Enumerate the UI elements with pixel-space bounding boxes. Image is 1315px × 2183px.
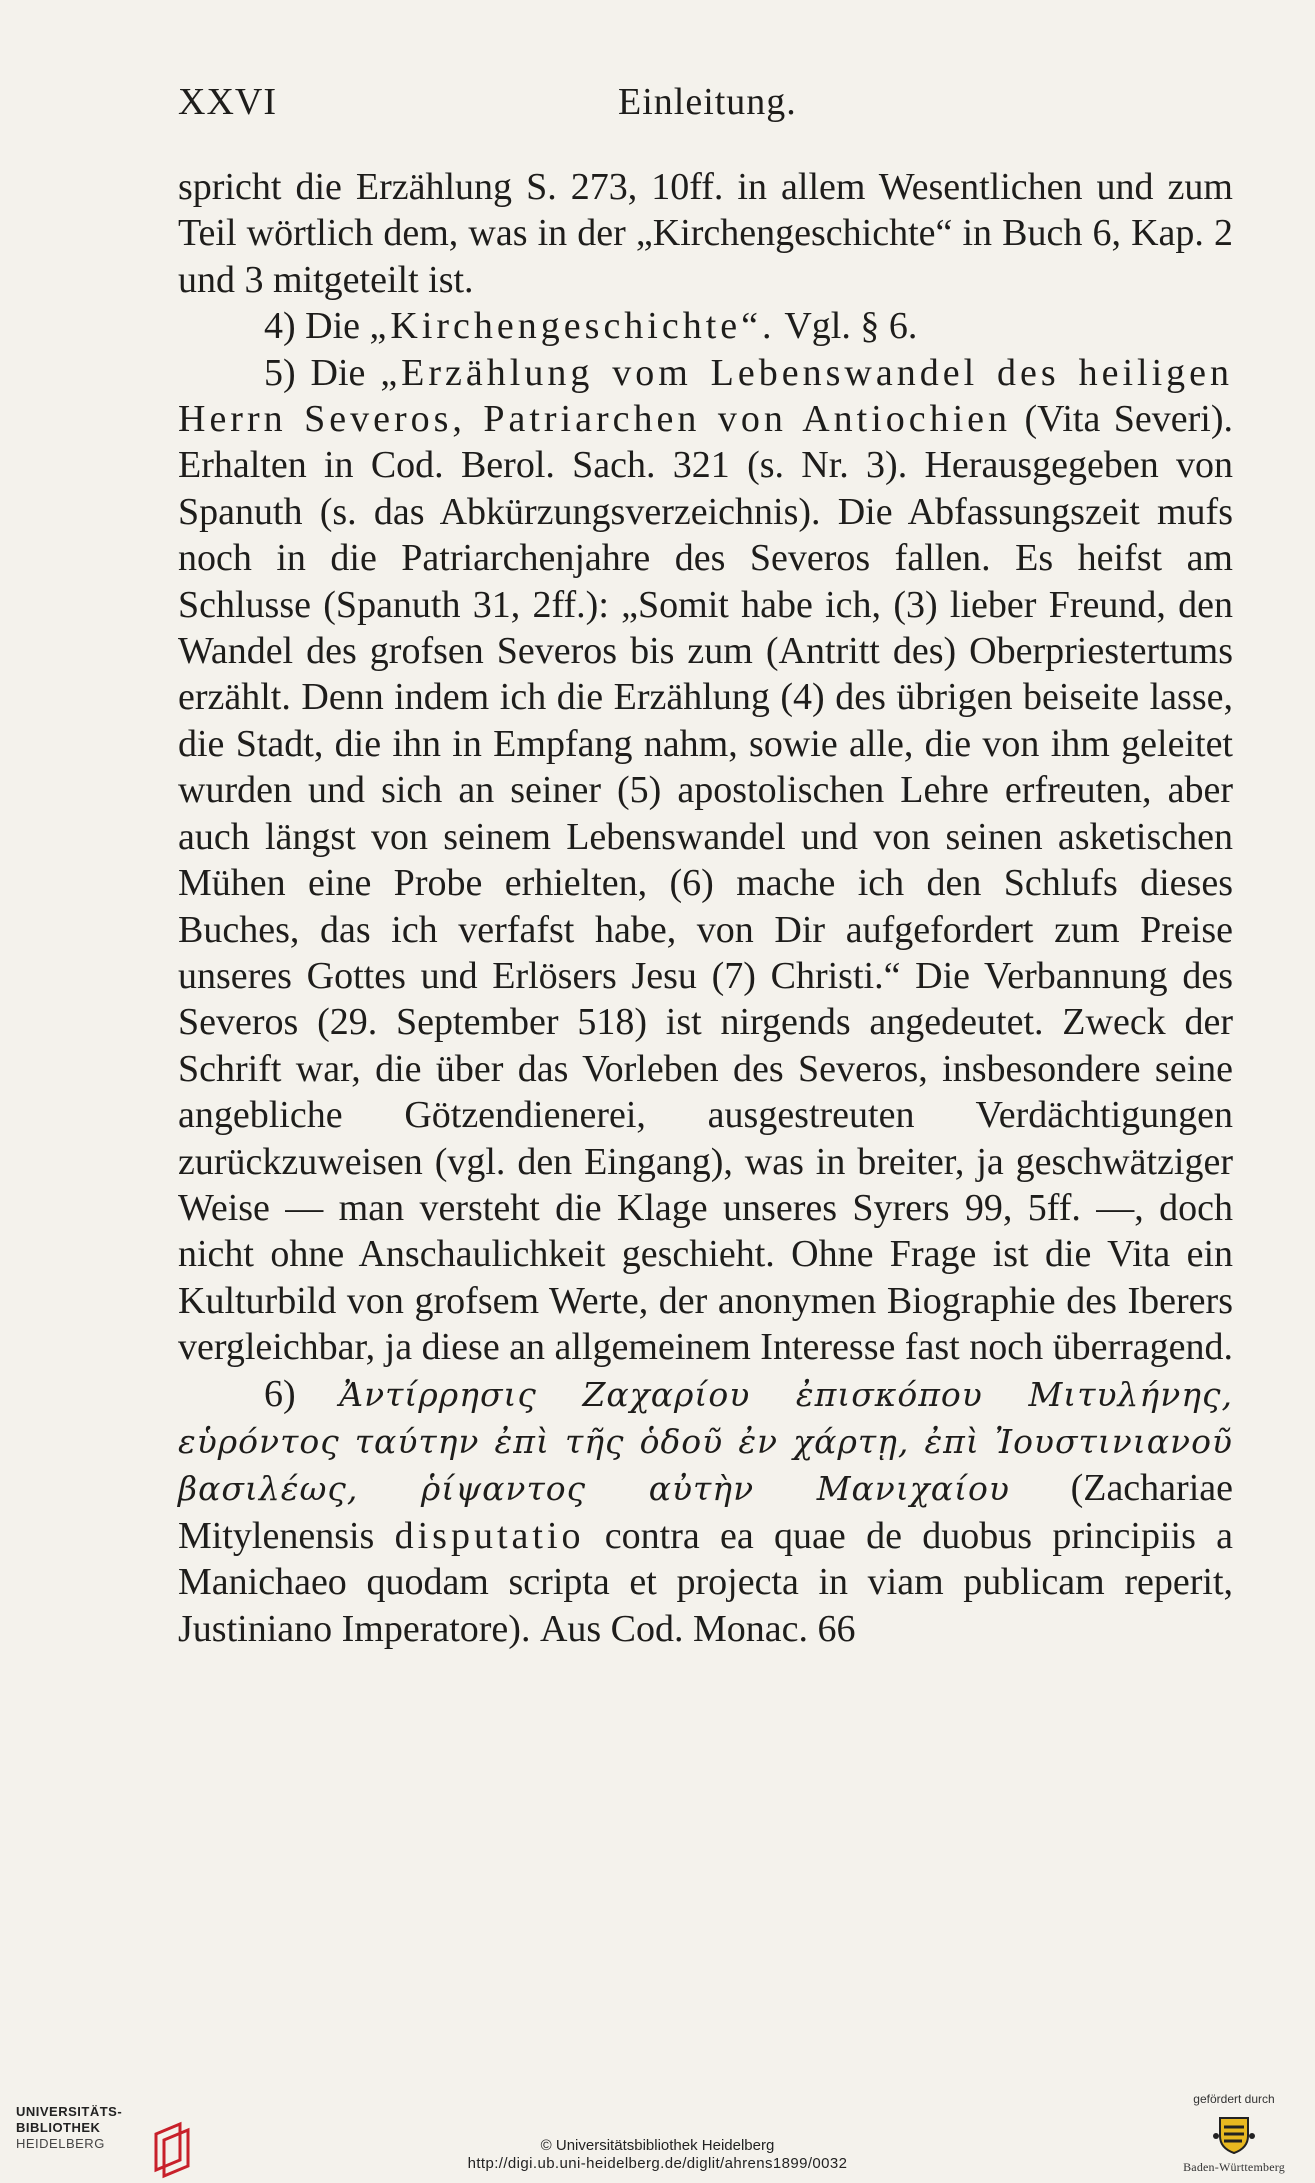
paragraph-item-5 — [178, 350, 1233, 1371]
library-name-line: BIBLIOTHEK — [16, 2120, 101, 2135]
greek-title: Ἀντίρρησις Ζαχαρίου ἐπισκόπου Μιτυλήνης, εὑρόντος ταύτην ἐπὶ τῆς ὁδοῦ ἐν χάρτῃ, ἐπὶ Ἰουστινιανοῦ βασιλέως, ῥίψαντος αὐτὴν Μανιχαίου — [178, 1374, 1233, 1509]
paragraph-item-4 — [178, 303, 1233, 349]
copyright-block — [0, 2137, 1315, 2173]
permalink-url[interactable]: http://digi.ub.uni-heidelberg.de/diglit/ahrens1899/0032 — [467, 2155, 848, 2172]
library-name-line: HEIDELBERG — [16, 2136, 105, 2151]
sponsor-label: gefördert durch — [1193, 2092, 1275, 2106]
copyright-text: © Universitätsbibliothek Heidelberg — [540, 2137, 775, 2154]
paragraph-text: (Zachariae Mitylenensis — [178, 1467, 1233, 1557]
item-number: 4) Die — [264, 305, 370, 348]
library-name-line: UNIVERSITÄTS- — [16, 2104, 123, 2119]
spaced-title: „Erzählung vom Lebenswandel des heiligen Herrn Severos, Patriarchen von Antiochien — [178, 351, 1233, 441]
spaced-word: disputatio — [394, 1514, 585, 1557]
paragraph-text: contra ea quae de duobus principiis a Manichaeo quodam scripta et projecta in viam publicam reperit, Justiniano Imperatore). Aus Cod. Monac. 66 — [178, 1514, 1234, 1650]
page-number: XXVI — [178, 81, 277, 123]
running-head — [178, 80, 1233, 130]
paragraph-continuation — [178, 164, 1233, 303]
paragraph-text: Vgl. § 6. — [775, 305, 918, 348]
sponsor-state: Baden-Württemberg — [1183, 2160, 1285, 2174]
running-title: Einleitung. — [618, 81, 797, 123]
paragraph-item-6 — [178, 1371, 1233, 1652]
state-crest-icon — [1212, 2112, 1256, 2156]
item-number: 5) Die — [264, 351, 381, 394]
sponsor-block — [1175, 2092, 1293, 2175]
body-text — [178, 164, 1233, 1652]
item-number: 6) — [264, 1372, 340, 1415]
spaced-title: „Kirchengeschichte“. — [369, 305, 776, 348]
paragraph-text: (Vita Severi). Erhalten in Cod. Berol. Sach. 321 (s. Nr. 3). Herausgegeben von Spanuth (s. das Abkürzungsverzeichnis). Die Abfassungszeit mufs noch in die Patriarchenjahre des Severos fallen. Es heifst am Schlusse (Spanuth 31, 2ff.): „Somit habe ich, (3) lieber Freund, den Wandel des grofsen Severos bis zum (Antritt des) Oberpriestertums erzählt. Denn indem ich die Erzählung (4) des übrigen beiseite lasse, die Stadt, die ihn in Empfang nahm, sowie alle, die von ihm geleitet wurden und sich an seiner (5) apostolischen Lehre erfreuten, aber auch längst von seinem Lebenswandel und von seinen asketischen Mühen eine Probe erhielten, (6) mache ich den Schlufs dieses Buches, das ich verfafst habe, von Dir aufgefordert zum Preise unseres Gottes und Erlösers Jesu (7) Christi.“ Die Verbannung des Severos (29. September 518) ist nirgends angedeutet. Zweck der Schrift war, die über das Vorleben des Severos, insbesondere seine angebliche Götzendienerei, ausgestreuten Verdächtigungen zurückzuweisen (vgl. den Eingang), was in breiter, ja geschwätziger Weise — man versteht die Klage unseres Syrers 99, 5ff. —, doch nicht ohne Anschaulichkeit geschieht. Ohne Frage ist die Vita ein Kulturbild von grofsem Werte, der anonymen Biographie des Iberers vergleichbar, ja diese an allgemeinem Interesse fast noch überragend. — [178, 398, 1233, 1369]
page-footer — [0, 2080, 1315, 2183]
paragraph-text: spricht die Erzählung S. 273, 10ff. in allem Wesentlichen und zum Teil wörtlich dem, was in der „Kirchengeschichte“ in Buch 6, Kap. 2 und 3 mitgeteilt ist. — [178, 166, 1233, 301]
